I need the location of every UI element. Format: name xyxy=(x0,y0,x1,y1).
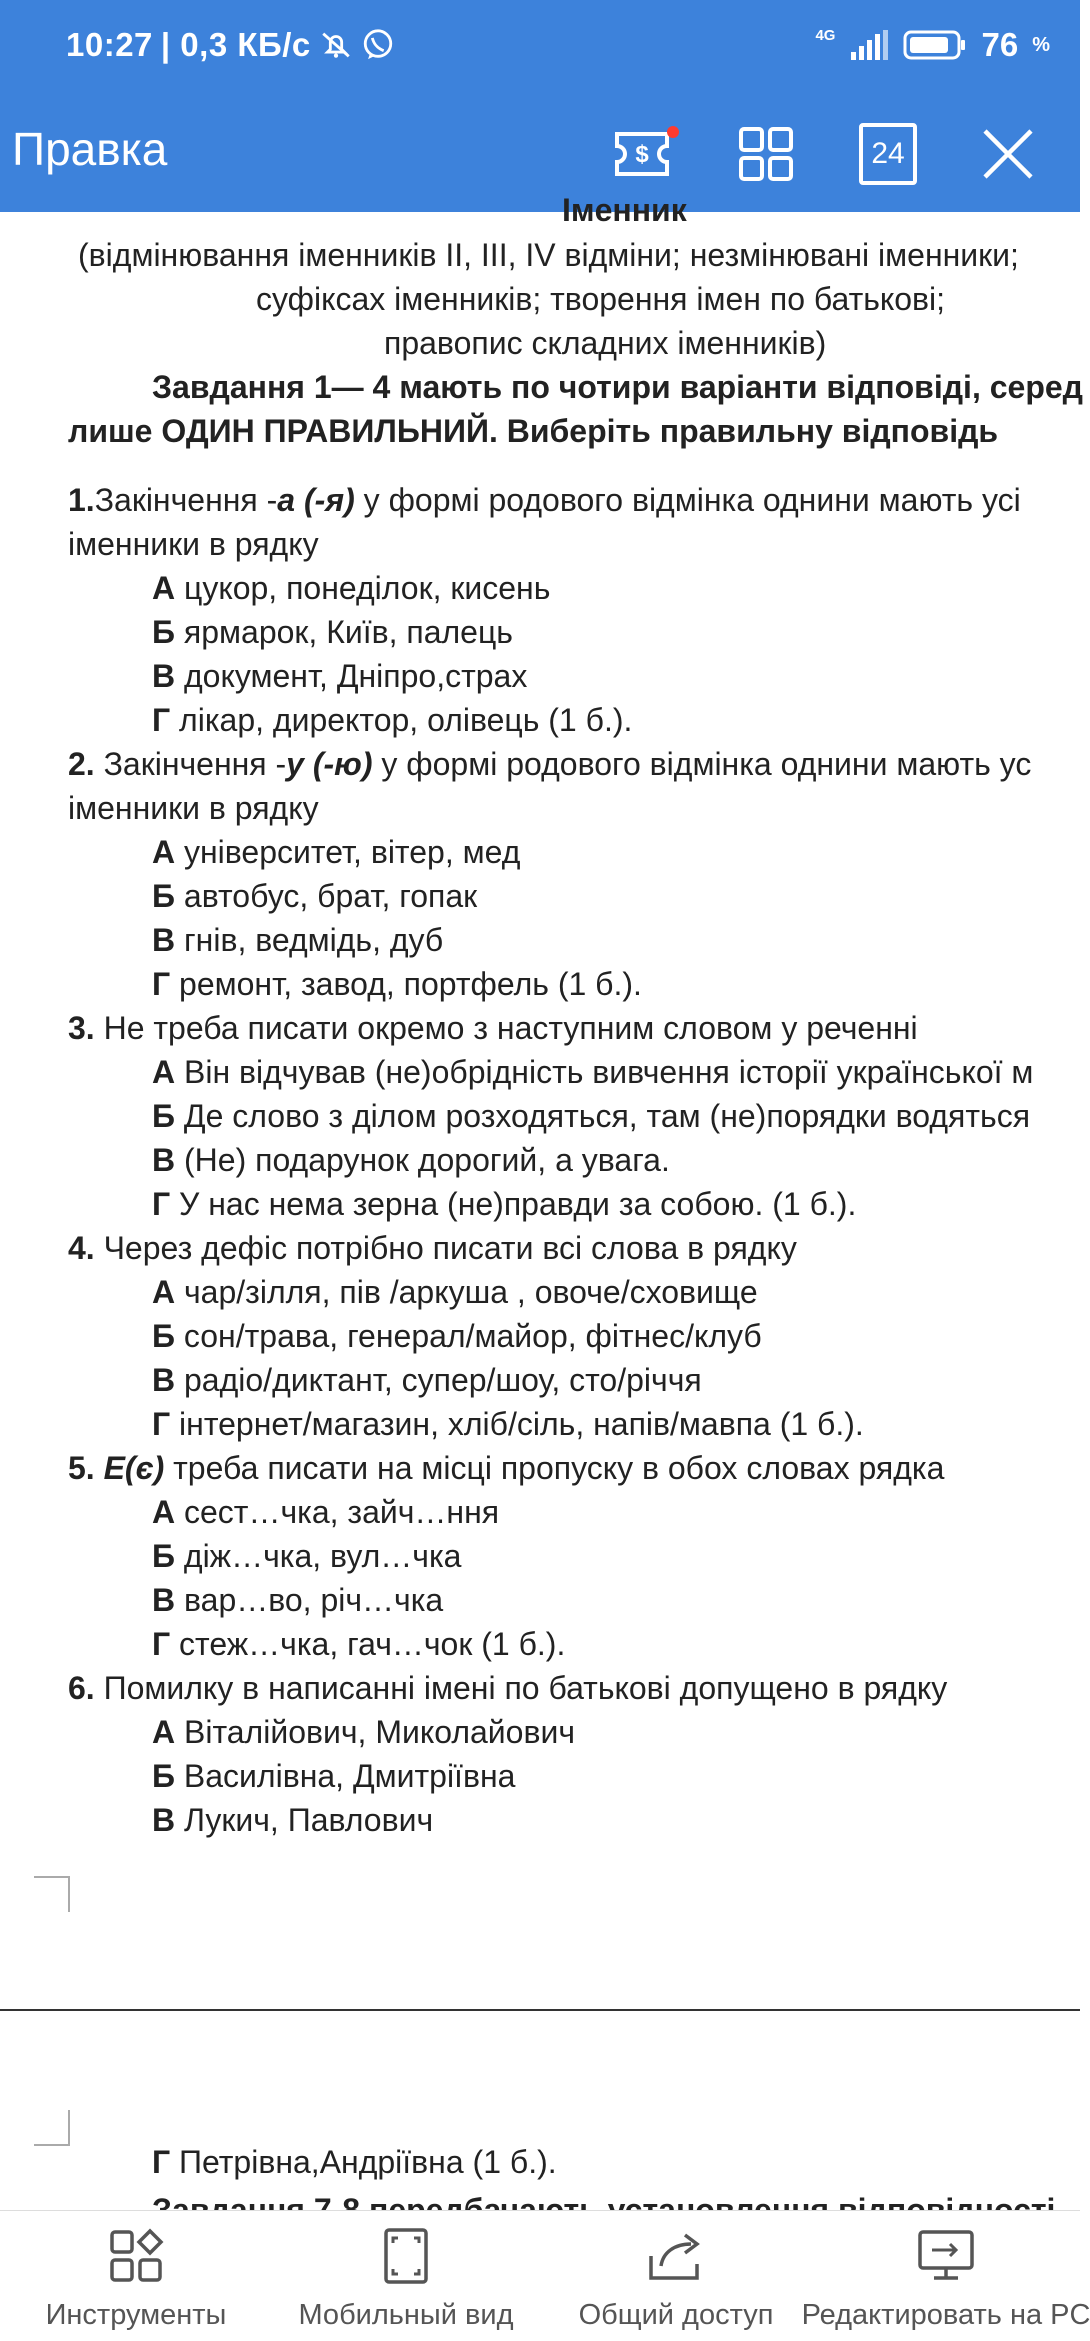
answer-option xyxy=(152,2142,557,2182)
option-text: радіо/диктант, супер/шоу, сто/річчя xyxy=(175,1362,702,1398)
answer-option xyxy=(152,964,642,1004)
option-letter: Г xyxy=(152,1406,171,1442)
answer-option xyxy=(152,1800,433,1840)
page-count-value: 24 xyxy=(871,137,905,170)
question-1-line2: іменники в рядку xyxy=(68,526,319,562)
option-letter: А xyxy=(152,1494,176,1530)
answer-option xyxy=(152,1536,461,1576)
option-text: гнів, ведмідь, дуб xyxy=(175,922,444,958)
question-number: 3. xyxy=(68,1010,95,1046)
svg-text:$: $ xyxy=(635,141,649,168)
question-number: 4. xyxy=(68,1230,95,1266)
app-bar xyxy=(0,96,1080,212)
question-text: Закінчення - xyxy=(94,746,287,782)
option-text: лікар, директор, олівець (1 б.). xyxy=(170,702,633,738)
option-letter: А xyxy=(152,1274,176,1310)
question-number: 6. xyxy=(68,1670,95,1706)
option-letter: В xyxy=(152,1142,176,1178)
question-text: у формі родового відмінка однини мають ус xyxy=(372,746,1032,782)
option-letter: Г xyxy=(152,2144,171,2180)
option-text: документ, Дніпро,страх xyxy=(175,658,528,694)
option-text: сест…чка, зайч…ння xyxy=(175,1494,500,1530)
option-letter: В xyxy=(152,1802,176,1838)
option-text: Василівна, Дмитріївна xyxy=(175,1758,516,1794)
question-text: Не треба писати окремо з наступним словом у реченні xyxy=(94,1010,918,1046)
answer-option xyxy=(152,1052,1033,1092)
option-text: університет, вітер, мед xyxy=(175,834,521,870)
answer-option xyxy=(152,1184,856,1224)
edit-on-pc-icon xyxy=(913,2225,979,2287)
close-icon xyxy=(981,127,1035,181)
edit-on-pc-button[interactable] xyxy=(801,2211,1090,2341)
share-label: Общий доступ xyxy=(578,2299,774,2331)
document-view[interactable] xyxy=(0,192,1083,2210)
answer-option xyxy=(152,1316,762,1356)
mobile-view-icon xyxy=(373,2225,439,2287)
option-text: У нас нема зерна (не)правди за собою. (1 б.). xyxy=(170,1186,857,1222)
option-letter: В xyxy=(152,1582,176,1618)
doc-instruction-2: лише ОДИН ПРАВИЛЬНИЙ. Виберіть правильну відповідь xyxy=(68,413,999,449)
doc-subtitle-2: суфіксах іменників; творення імен по батькові; xyxy=(256,281,946,317)
option-letter: Б xyxy=(152,1758,175,1794)
question-text: Помилку в написанні імені по батькові допущено в рядку xyxy=(94,1670,948,1706)
page-count-button[interactable] xyxy=(850,116,926,192)
edit-on-pc-label: Редактировать на PC xyxy=(801,2299,1090,2331)
option-text: Віталійович, Миколайович xyxy=(175,1714,575,1750)
question-1 xyxy=(68,480,1021,520)
tools-icon xyxy=(103,2225,169,2287)
question-6 xyxy=(68,1668,947,1708)
question-4 xyxy=(68,1228,797,1268)
option-letter: А xyxy=(152,1054,176,1090)
answer-option xyxy=(152,876,477,916)
option-text: сон/трава, генерал/майор, фітнес/клуб xyxy=(175,1318,762,1354)
option-text: інтернет/магазин, хліб/сіль, напів/мавпа (1 б.). xyxy=(170,1406,864,1442)
tools-label: Инструменты xyxy=(45,2299,227,2331)
status-left xyxy=(66,26,395,64)
status-right xyxy=(815,26,1050,64)
option-letter: Г xyxy=(152,702,171,738)
option-text: ярмарок, Київ, палець xyxy=(175,614,513,650)
answer-option xyxy=(152,1140,670,1180)
question-text: у формі родового відмінка однини мають усі xyxy=(354,482,1021,518)
battery-icon xyxy=(903,29,967,61)
option-text: вар…во, річ…чка xyxy=(175,1582,444,1618)
question-2-line2: іменники в рядку xyxy=(68,790,319,826)
answer-option xyxy=(152,1624,565,1664)
option-letter: А xyxy=(152,1714,176,1750)
answer-option xyxy=(152,568,550,608)
status-time: 10:27 xyxy=(66,26,153,63)
doc-subtitle-1: (відмінювання іменників ІІ, ІІІ, IV відміни; незмінювані іменники; xyxy=(78,237,1019,273)
answer-option xyxy=(152,1404,864,1444)
question-2 xyxy=(68,744,1031,784)
option-letter: Б xyxy=(152,878,175,914)
option-text: цукор, понеділок, кисень xyxy=(175,570,551,606)
status-bar xyxy=(0,0,1080,96)
option-text: чар/зілля, пів /аркуша , овоче/сховище xyxy=(175,1274,758,1310)
option-text: Він відчував (не)обрідність вивчення історії української м xyxy=(175,1054,1034,1090)
answer-option xyxy=(152,612,513,652)
option-letter: А xyxy=(152,834,176,870)
grid-button[interactable] xyxy=(728,116,804,192)
option-letter: В xyxy=(152,658,176,694)
bottom-toolbar xyxy=(0,2210,1090,2341)
doc-header-partial: Іменник xyxy=(562,192,687,228)
question-text: треба писати на місці пропуску в обох словах рядка xyxy=(164,1450,945,1486)
mute-bell-icon xyxy=(319,28,353,62)
option-letter: Б xyxy=(152,1318,175,1354)
share-button[interactable] xyxy=(566,2211,786,2341)
battery-unit: % xyxy=(1032,33,1050,56)
question-emphasis: Е(є) xyxy=(103,1450,165,1486)
answer-option xyxy=(152,1712,575,1752)
question-text: Закінчення - xyxy=(94,482,278,518)
battery-level: 76 xyxy=(981,26,1019,63)
page-corner-mark xyxy=(34,1876,70,1912)
option-letter: Г xyxy=(152,1626,171,1662)
status-speed: | 0,3 КБ/с xyxy=(160,26,311,63)
question-text: Через дефіс потрібно писати всі слова в рядку xyxy=(94,1230,797,1266)
question-number: 2. xyxy=(68,746,95,782)
option-letter: Г xyxy=(152,1186,171,1222)
answer-option xyxy=(152,1580,443,1620)
option-letter: Б xyxy=(152,1098,175,1134)
option-text: діж…чка, вул…чка xyxy=(175,1538,462,1574)
page-corner-mark xyxy=(34,2110,70,2146)
option-text: ремонт, завод, портфель (1 б.). xyxy=(170,966,642,1002)
question-number: 5. xyxy=(68,1450,95,1486)
network-label: 4G xyxy=(815,26,836,44)
option-letter: Б xyxy=(152,614,175,650)
question-3 xyxy=(68,1008,918,1048)
signal-icon xyxy=(849,30,889,60)
page-break-divider xyxy=(0,2009,1080,2011)
answer-option xyxy=(152,1756,515,1796)
answer-option xyxy=(152,700,632,740)
question-5 xyxy=(68,1448,944,1488)
currency-button[interactable] xyxy=(606,116,682,192)
page-count-icon xyxy=(859,123,917,185)
option-letter: Г xyxy=(152,966,171,1002)
grid-icon xyxy=(738,126,794,182)
option-text: стеж…чка, гач…чок (1 б.). xyxy=(170,1626,566,1662)
mobile-view-button[interactable] xyxy=(288,2211,524,2341)
option-text: Петрівна,Андріївна (1 б.). xyxy=(170,2144,557,2180)
share-icon xyxy=(643,2225,709,2287)
option-letter: Б xyxy=(152,1538,175,1574)
option-letter: В xyxy=(152,1362,176,1398)
option-text: автобус, брат, гопак xyxy=(175,878,478,914)
doc-subtitle-3: правопис складних іменників) xyxy=(384,325,827,361)
question-emphasis: а (-я) xyxy=(277,482,355,518)
option-text: Де слово з ділом розходяться, там (не)порядки водяться xyxy=(175,1098,1031,1134)
currency-icon xyxy=(611,124,677,184)
app-title: Правка xyxy=(12,123,168,175)
question-number: 1. xyxy=(68,482,95,518)
option-text: Лукич, Павлович xyxy=(175,1802,434,1838)
option-text: (Не) подарунок дорогий, а увага. xyxy=(175,1142,670,1178)
answer-option xyxy=(152,1492,499,1532)
answer-option xyxy=(152,832,520,872)
answer-option xyxy=(152,1360,702,1400)
viber-icon xyxy=(361,28,395,62)
tools-button[interactable] xyxy=(38,2211,234,2341)
close-button[interactable] xyxy=(970,116,1046,192)
answer-option xyxy=(152,656,527,696)
mobile-view-label: Мобильный вид xyxy=(298,2299,514,2331)
question-emphasis: у (-ю) xyxy=(286,746,373,782)
answer-option xyxy=(152,1272,758,1312)
answer-option xyxy=(152,920,443,960)
doc-instruction-1: Завдання 1— 4 мають по чотири варіанти відповіді, серед xyxy=(152,369,1083,405)
option-letter: А xyxy=(152,570,176,606)
option-letter: В xyxy=(152,922,176,958)
answer-option xyxy=(152,1096,1030,1136)
